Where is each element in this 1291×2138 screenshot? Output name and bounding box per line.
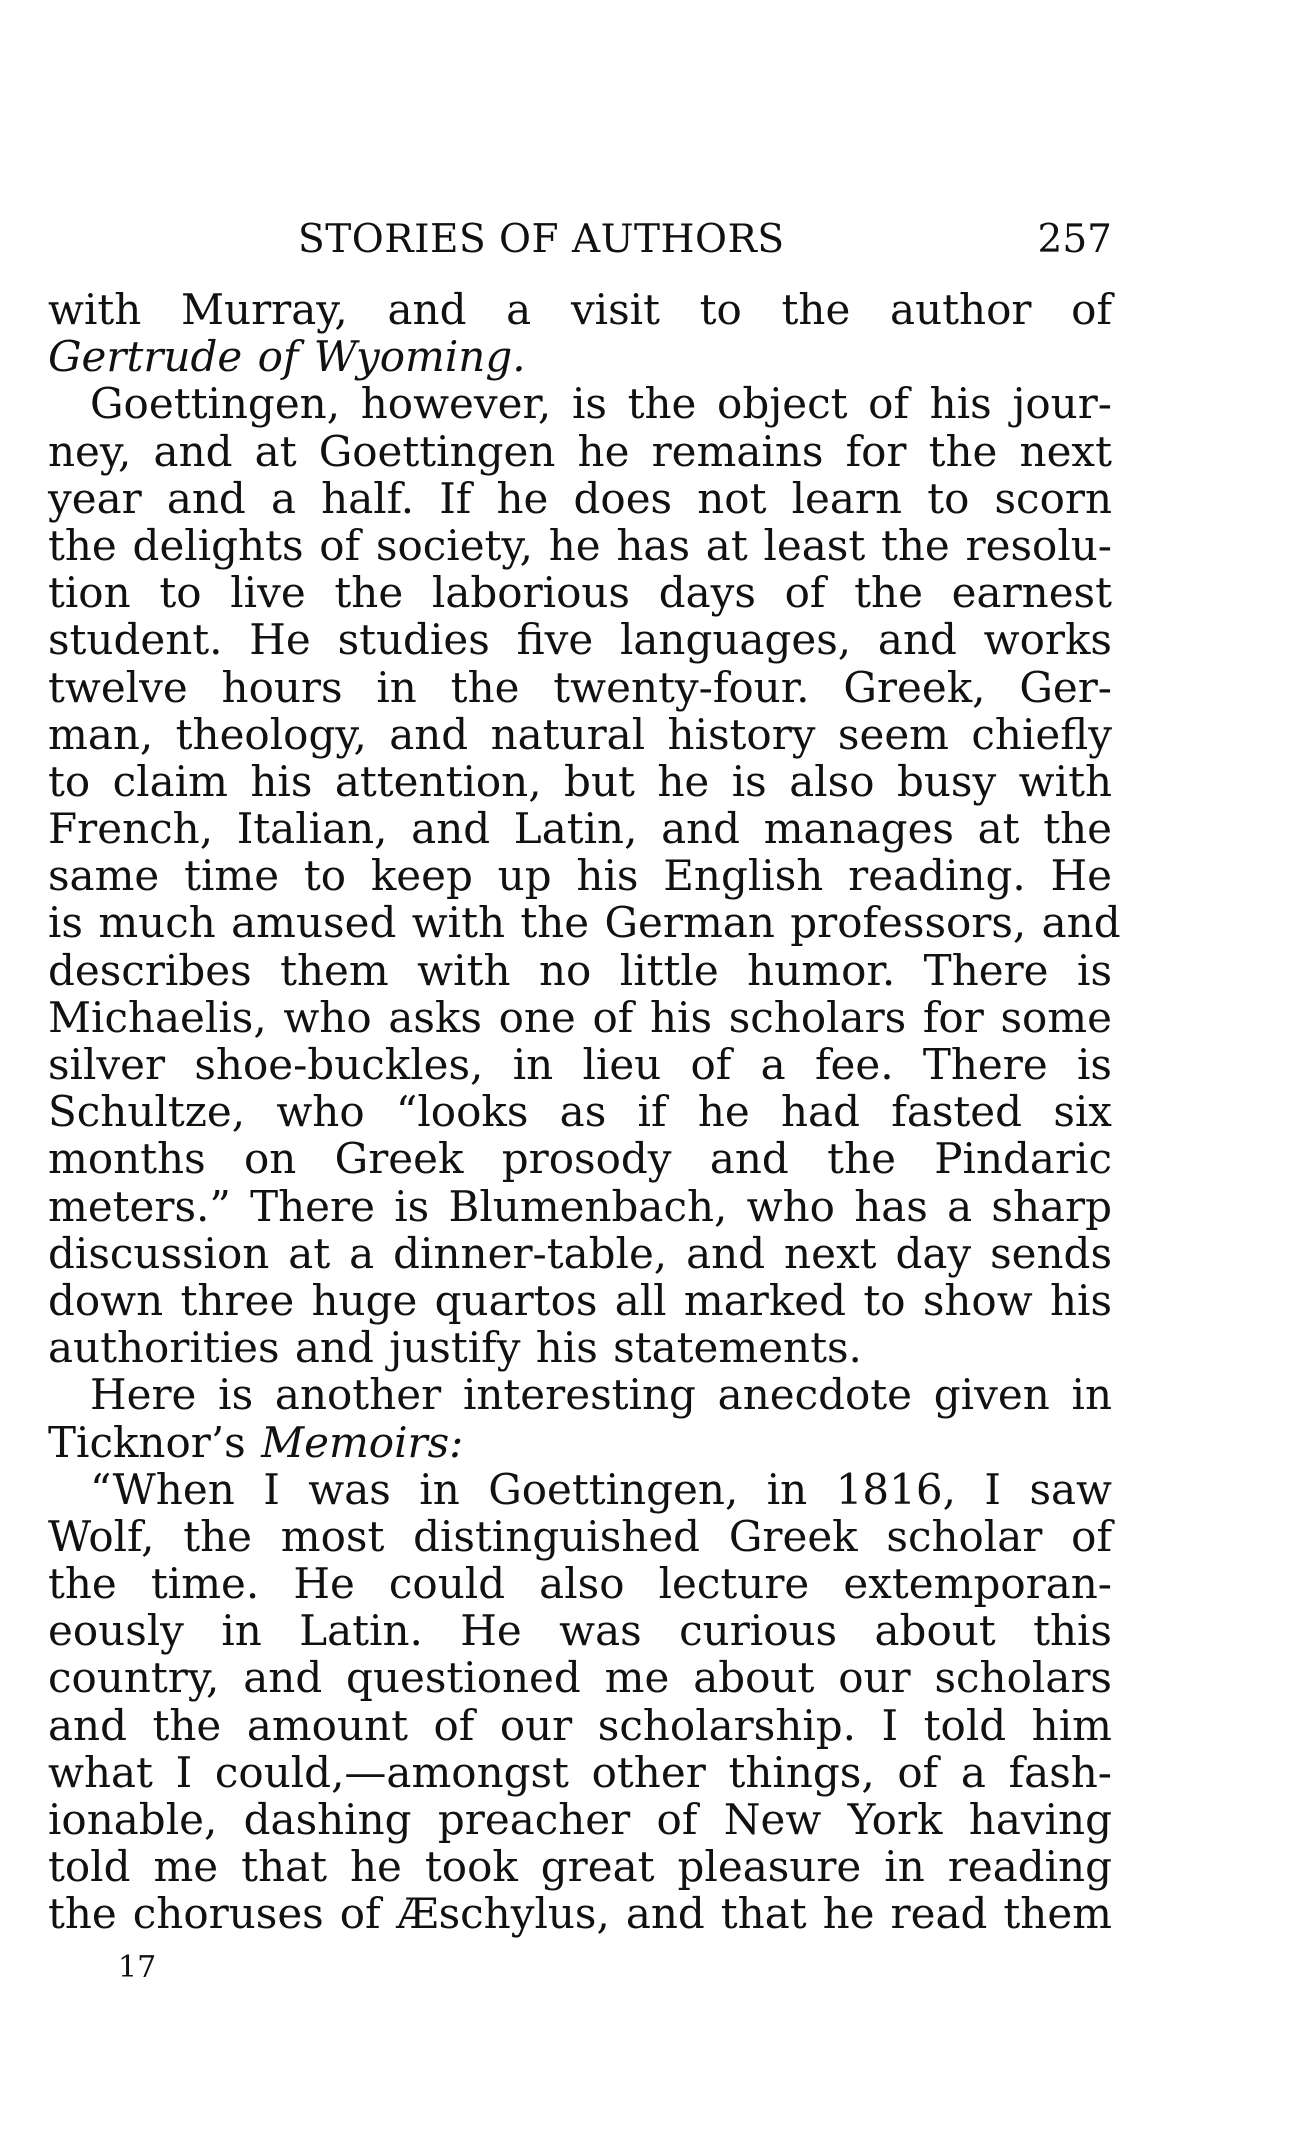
body-text [48, 285, 1121, 1939]
text-line: the time. He could also lecture extemporan- [48, 1559, 1112, 1609]
text-line: ionable, dashing preacher of New York having [48, 1795, 1112, 1844]
text-line: with Murray, and a visit to the author of [48, 285, 1112, 334]
text-line: down three huge quartos all marked to show his [48, 1275, 1112, 1325]
paragraph-first-line: “When I was in Goettingen, in 1816, I saw [90, 1464, 1112, 1514]
paragraph-first-line: Goettingen, however, is the object of his jour- [90, 379, 1112, 429]
text-line: country, and questioned me about our scholars [48, 1653, 1112, 1703]
text-line: authorities and justify his statements. [48, 1323, 862, 1373]
text-line: describes them with no little humor. There is [48, 945, 1112, 995]
book-title: Memoirs: [261, 1417, 464, 1467]
text-line: Michaelis, who asks one of his scholars for some [48, 992, 1112, 1042]
line-text: Ticknor’s [48, 1417, 246, 1467]
text-line: silver shoe-buckles, in lieu of a fee. There is [48, 1040, 1112, 1089]
text-line: the choruses of Æschylus, and that he read them [48, 1889, 1112, 1939]
running-head [48, 214, 1112, 270]
text-line: the delights of society, he has at least the resolu- [48, 520, 1112, 570]
text-line: same time to keep up his English reading. He [48, 851, 1112, 901]
text-line: discussion at a dinner-table, and next day sends [48, 1228, 1112, 1278]
text-line: and the amount of our scholarship. I told him [48, 1700, 1112, 1750]
text-line: French, Italian, and Latin, and manages at the [48, 804, 1112, 854]
text-line: Schultze, who “looks as if he had fasted six [48, 1087, 1112, 1137]
text-line: ney, and at Goettingen he remains for the next [48, 426, 1112, 476]
page-number: 257 [1037, 217, 1112, 262]
text-line: Wolf, the most distinguished Greek scholar of [48, 1511, 1112, 1561]
text-line: months on Greek prosody and the Pindaric [48, 1134, 1112, 1184]
text-line: student. He studies five languages, and works [48, 615, 1112, 665]
text-line: to claim his attention, but he is also busy with [48, 756, 1112, 806]
running-title: STORIES OF AUTHORS [298, 217, 785, 262]
signature-mark: 17 [118, 1950, 157, 1985]
text-line: tion to live the laborious days of the earnest [48, 568, 1112, 618]
text-line: meters.” There is Blumenbach, who has a sharp [48, 1181, 1112, 1231]
text-line: man, theology, and natural history seem chiefly [48, 709, 1112, 759]
text-line: what I could,—amongst other things, of a fash- [48, 1747, 1112, 1797]
text-line: eously in Latin. He was curious about this [48, 1606, 1112, 1656]
text-line: year and a half. If he does not learn to scorn [48, 473, 1112, 523]
text-line: is much amused with the German professors, and [48, 898, 1121, 948]
text-line: twelve hours in the twenty-four. Greek, Ger- [48, 662, 1112, 712]
mixed-style-line [48, 1419, 1112, 1466]
text-line: Gertrude of Wyoming. [48, 332, 526, 382]
paragraph-first-line: Here is another interesting anecdote given in [90, 1370, 1112, 1420]
text-line: told me that he took great pleasure in reading [48, 1842, 1112, 1892]
